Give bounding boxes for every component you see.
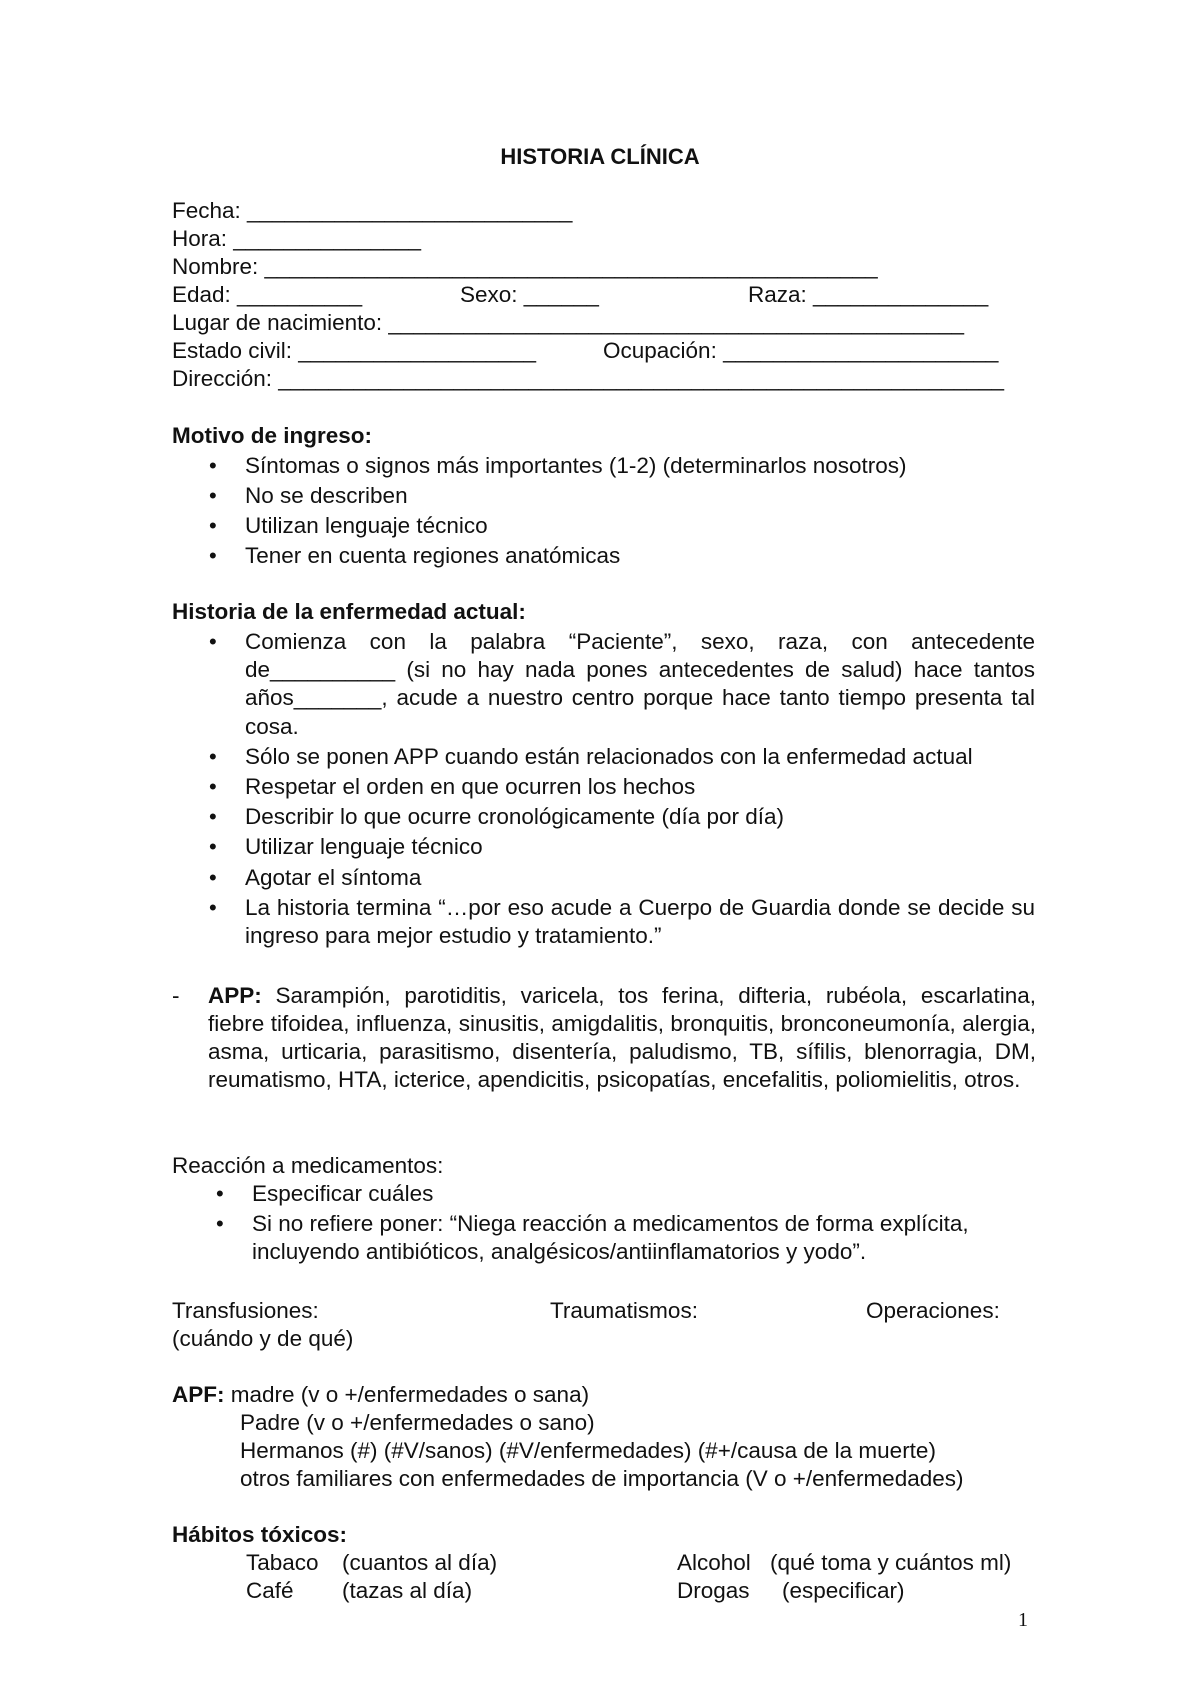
list-item: • Utilizar lenguaje técnico bbox=[205, 833, 1035, 861]
ocupacion-field: Ocupación: ______________________ bbox=[603, 338, 999, 363]
app-dash: - bbox=[172, 983, 180, 1008]
cafe-note: (tazas al día) bbox=[342, 1578, 473, 1603]
page-number: 1 bbox=[1018, 1609, 1028, 1631]
list-item: • Respetar el orden en que ocurren los hechos bbox=[205, 773, 1035, 801]
transfusiones-note: (cuándo y de qué) bbox=[172, 1326, 354, 1351]
habitos-heading: Hábitos tóxicos: bbox=[172, 1522, 348, 1547]
raza-field: Raza: ______________ bbox=[748, 282, 989, 307]
operaciones-label: Operaciones: bbox=[866, 1298, 1000, 1323]
list-item: • Describir lo que ocurre cronológicamente (día por día) bbox=[205, 803, 1035, 831]
page-title: HISTORIA CLÍNICA bbox=[500, 144, 700, 169]
direccion-field: Dirección: __________________________________________________________ bbox=[172, 366, 1005, 391]
list-item: • No se describen bbox=[205, 482, 1035, 510]
list-item: • Síntomas o signos más importantes (1-2) (determinarlos nosotros) bbox=[205, 452, 1035, 480]
historia-heading: Historia de la enfermedad actual: bbox=[172, 599, 526, 624]
estado-civil-field: Estado civil: ___________________ bbox=[172, 338, 537, 363]
app-text: Sarampión, parotiditis, varicela, tos ferina, difteria, rubéola, escarlatina, fiebre tifoidea, influenza, sinusitis, amigdalitis, bronquitis, bronconeumonía, alergia, asma, urticaria, parasitismo, disentería, paludismo, TB, sífilis, blenorragia, DM, reumatismo, HTA, icterice, apendicitis, psicopatías, encefalitis, poliomielitis, otros. bbox=[208, 983, 1036, 1092]
reaccion-heading: Reacción a medicamentos: bbox=[172, 1153, 444, 1178]
apf-hermanos: Hermanos (#) (#V/sanos) (#V/enfermedades) (#+/causa de la muerte) bbox=[240, 1438, 936, 1463]
motivo-heading: Motivo de ingreso: bbox=[172, 423, 373, 448]
list-item: • Comienza con la palabra “Paciente”, sexo, raza, con antecedente de__________ (si no hay nada pones antecedentes de salud) hace tantos años_______, acude a nuestro centro porque hace tanto tiempo presenta tal cosa. bbox=[205, 628, 1035, 741]
transfusiones-label: Transfusiones: bbox=[172, 1298, 319, 1323]
apf-madre: madre (v o +/enfermedades o sana) bbox=[224, 1382, 590, 1407]
apf-line-madre bbox=[172, 1381, 589, 1409]
list-item: • Si no refiere poner: “Niega reacción a medicamentos de forma explícita, incluyendo antibióticos, analgésicos/antiinflamatorios y yodo”. bbox=[212, 1210, 1048, 1266]
edad-field: Edad: __________ bbox=[172, 282, 363, 307]
cafe-label: Café bbox=[246, 1578, 294, 1603]
tabaco-note: (cuantos al día) bbox=[342, 1550, 498, 1575]
sexo-field: Sexo: ______ bbox=[460, 282, 599, 307]
fecha-field: Fecha: __________________________ bbox=[172, 198, 573, 223]
apf-label: APF: bbox=[172, 1382, 225, 1407]
nombre-field: Nombre: _________________________________________________ bbox=[172, 254, 878, 279]
list-item: • Utilizan lenguaje técnico bbox=[205, 512, 1035, 540]
motivo-list bbox=[205, 452, 1035, 572]
app-paragraph bbox=[208, 982, 1036, 1094]
drogas-note: (especificar) bbox=[782, 1578, 905, 1603]
traumatismos-label: Traumatismos: bbox=[550, 1298, 698, 1323]
alcohol-note: (qué toma y cuántos ml) bbox=[770, 1550, 1012, 1575]
lugar-nacimiento-field: Lugar de nacimiento: ______________________________________________ bbox=[172, 310, 965, 335]
tabaco-label: Tabaco bbox=[246, 1550, 319, 1575]
list-item: • Tener en cuenta regiones anatómicas bbox=[205, 542, 1035, 570]
list-item: • Agotar el síntoma bbox=[205, 864, 1035, 892]
apf-padre: Padre (v o +/enfermedades o sano) bbox=[240, 1410, 595, 1435]
app-label: APP: bbox=[208, 983, 262, 1008]
alcohol-label: Alcohol bbox=[677, 1550, 751, 1575]
hora-field: Hora: _______________ bbox=[172, 226, 421, 251]
list-item: • Sólo se ponen APP cuando están relacionados con la enfermedad actual bbox=[205, 743, 1035, 771]
list-item: • Especificar cuáles bbox=[212, 1180, 1048, 1208]
apf-otros: otros familiares con enfermedades de importancia (V o +/enfermedades) bbox=[240, 1466, 964, 1491]
drogas-label: Drogas bbox=[677, 1578, 750, 1603]
historia-list bbox=[205, 628, 1035, 952]
list-item: • La historia termina “…por eso acude a Cuerpo de Guardia donde se decide su ingreso para mejor estudio y tratamiento.” bbox=[205, 894, 1035, 950]
reaccion-list bbox=[212, 1180, 1048, 1268]
